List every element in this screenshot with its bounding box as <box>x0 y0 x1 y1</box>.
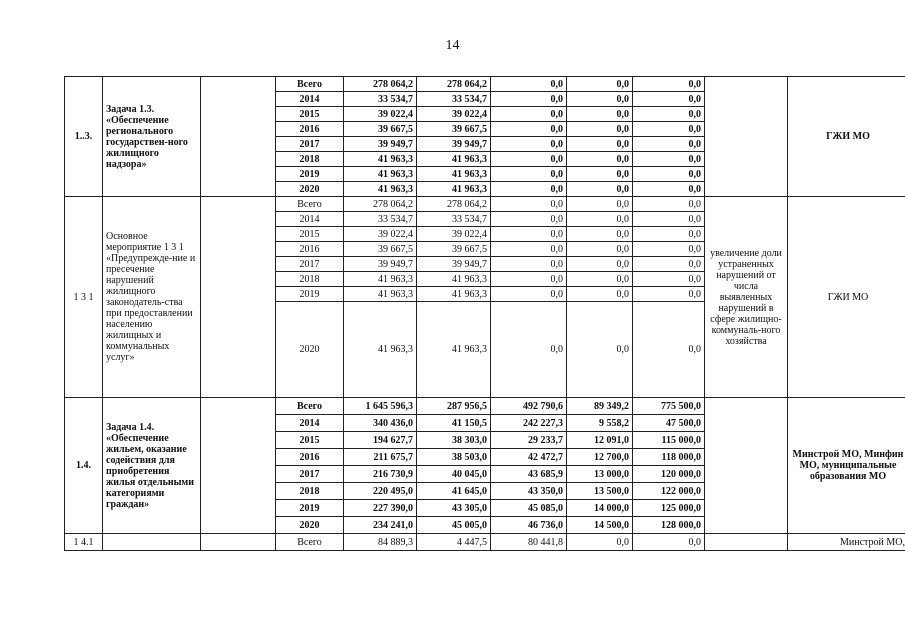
amount-cell: 0,0 <box>567 227 633 242</box>
amount-cell: 0,0 <box>567 257 633 272</box>
amount-cell: 775 500,0 <box>633 398 705 415</box>
amount-cell: 41 963,3 <box>344 287 417 302</box>
amount-cell: 0,0 <box>567 137 633 152</box>
expected-result <box>705 534 788 551</box>
page-number: 14 <box>445 38 460 53</box>
amount-cell: 0,0 <box>633 257 705 272</box>
amount-cell: 0,0 <box>491 242 567 257</box>
amount-cell: 278 064,2 <box>344 197 417 212</box>
amount-cell: 12 700,0 <box>567 449 633 466</box>
amount-cell: 0,0 <box>491 167 567 182</box>
amount-cell: 0,0 <box>633 167 705 182</box>
responsible-executor: Минстрой МО, <box>788 534 905 551</box>
amount-cell: 287 956,5 <box>417 398 491 415</box>
amount-cell: 43 350,0 <box>491 483 567 500</box>
amount-cell: 0,0 <box>633 137 705 152</box>
year-cell: 2017 <box>276 466 344 483</box>
amount-cell: 278 064,2 <box>417 77 491 92</box>
year-cell: 2019 <box>276 500 344 517</box>
amount-cell: 340 436,0 <box>344 415 417 432</box>
amount-cell: 122 000,0 <box>633 483 705 500</box>
year-cell: Всего <box>276 534 344 551</box>
amount-cell: 46 736,0 <box>491 517 567 534</box>
year-cell: 2015 <box>276 227 344 242</box>
amount-cell: 80 441,8 <box>491 534 567 551</box>
amount-cell: 0,0 <box>567 272 633 287</box>
expected-result: увеличение доли устраненных нарушений от числа выявленных нарушений в сфере жилищно-коммуналь-ного хозяйства <box>705 197 788 398</box>
amount-cell: 14 500,0 <box>567 517 633 534</box>
amount-cell: 33 534,7 <box>417 92 491 107</box>
amount-cell: 39 022,4 <box>417 227 491 242</box>
amount-cell: 211 675,7 <box>344 449 417 466</box>
amount-cell: 41 963,3 <box>417 272 491 287</box>
amount-cell: 0,0 <box>633 197 705 212</box>
amount-cell: 0,0 <box>491 212 567 227</box>
amount-cell: 39 022,4 <box>344 227 417 242</box>
amount-cell: 41 150,5 <box>417 415 491 432</box>
amount-cell: 0,0 <box>633 92 705 107</box>
amount-cell: 9 558,2 <box>567 415 633 432</box>
blank-cell <box>201 77 276 197</box>
amount-cell: 39 949,7 <box>417 257 491 272</box>
amount-cell: 39 022,4 <box>344 107 417 122</box>
table-row <box>65 534 905 551</box>
amount-cell: 0,0 <box>633 182 705 197</box>
amount-cell: 0,0 <box>491 92 567 107</box>
year-cell: 2019 <box>276 287 344 302</box>
amount-cell: 0,0 <box>491 107 567 122</box>
amount-cell: 234 241,0 <box>344 517 417 534</box>
amount-cell: 0,0 <box>633 212 705 227</box>
amount-cell: 38 303,0 <box>417 432 491 449</box>
amount-cell: 0,0 <box>491 122 567 137</box>
amount-cell: 13 000,0 <box>567 466 633 483</box>
amount-cell: 0,0 <box>633 287 705 302</box>
year-cell: 2015 <box>276 107 344 122</box>
amount-cell: 45 085,0 <box>491 500 567 517</box>
amount-cell: 0,0 <box>567 287 633 302</box>
year-cell: 2014 <box>276 212 344 227</box>
amount-cell: 13 500,0 <box>567 483 633 500</box>
amount-cell: 33 534,7 <box>344 92 417 107</box>
amount-cell: 0,0 <box>491 182 567 197</box>
amount-cell: 41 963,3 <box>417 182 491 197</box>
amount-cell: 41 963,3 <box>417 302 491 398</box>
year-cell: 2018 <box>276 152 344 167</box>
amount-cell: 242 227,3 <box>491 415 567 432</box>
amount-cell: 40 045,0 <box>417 466 491 483</box>
amount-cell: 41 645,0 <box>417 483 491 500</box>
amount-cell: 0,0 <box>567 182 633 197</box>
amount-cell: 41 963,3 <box>344 182 417 197</box>
amount-cell: 89 349,2 <box>567 398 633 415</box>
amount-cell: 0,0 <box>633 152 705 167</box>
year-cell: 2016 <box>276 449 344 466</box>
responsible-executor: Минстрой МО, Минфин МО, муниципальные образования МО <box>788 398 905 534</box>
expected-result <box>705 77 788 197</box>
amount-cell: 39 667,5 <box>417 242 491 257</box>
year-cell: 2016 <box>276 122 344 137</box>
year-cell: Всего <box>276 77 344 92</box>
year-cell: 2016 <box>276 242 344 257</box>
amount-cell: 39 022,4 <box>417 107 491 122</box>
section-code: 1.4. <box>65 398 103 534</box>
amount-cell: 43 305,0 <box>417 500 491 517</box>
amount-cell: 194 627,7 <box>344 432 417 449</box>
year-cell: 2018 <box>276 483 344 500</box>
amount-cell: 0,0 <box>567 212 633 227</box>
blank-cell <box>201 398 276 534</box>
amount-cell: 41 963,3 <box>344 167 417 182</box>
amount-cell: 45 005,0 <box>417 517 491 534</box>
blank-cell <box>201 534 276 551</box>
amount-cell: 0,0 <box>567 167 633 182</box>
year-cell: 2014 <box>276 415 344 432</box>
amount-cell: 33 534,7 <box>344 212 417 227</box>
amount-cell: 39 667,5 <box>417 122 491 137</box>
amount-cell: 0,0 <box>567 242 633 257</box>
amount-cell: 0,0 <box>567 107 633 122</box>
amount-cell: 115 000,0 <box>633 432 705 449</box>
amount-cell: 0,0 <box>491 302 567 398</box>
amount-cell: 84 889,3 <box>344 534 417 551</box>
amount-cell: 125 000,0 <box>633 500 705 517</box>
amount-cell: 42 472,7 <box>491 449 567 466</box>
amount-cell: 0,0 <box>633 242 705 257</box>
amount-cell: 0,0 <box>491 227 567 242</box>
amount-cell: 38 503,0 <box>417 449 491 466</box>
amount-cell: 39 949,7 <box>417 137 491 152</box>
amount-cell: 0,0 <box>633 227 705 242</box>
amount-cell: 41 963,3 <box>417 152 491 167</box>
amount-cell: 216 730,9 <box>344 466 417 483</box>
amount-cell: 0,0 <box>633 534 705 551</box>
amount-cell: 41 963,3 <box>417 287 491 302</box>
program-table <box>64 76 905 551</box>
amount-cell: 1 645 596,3 <box>344 398 417 415</box>
year-cell: 2020 <box>276 182 344 197</box>
year-cell: Всего <box>276 197 344 212</box>
amount-cell: 0,0 <box>633 77 705 92</box>
amount-cell: 0,0 <box>491 257 567 272</box>
blank-cell <box>201 197 276 398</box>
year-cell: 2020 <box>276 517 344 534</box>
amount-cell: 0,0 <box>567 92 633 107</box>
section-name: Основное мероприятие 1 3 1 «Предупрежде-ние и пресечение нарушений жилищного законодатель-ства при предоставлении населению жилищных и коммунальных услуг» <box>103 197 201 398</box>
section-code: 1 3 1 <box>65 197 103 398</box>
year-cell: 2014 <box>276 92 344 107</box>
section-name: Задача 1.4. «Обеспечение жильем, оказание содействия для приобретения жилья отдельными категориями граждан» <box>103 398 201 534</box>
amount-cell: 0,0 <box>633 122 705 137</box>
responsible-executor: ГЖИ МО <box>788 77 905 197</box>
amount-cell: 118 000,0 <box>633 449 705 466</box>
amount-cell: 0,0 <box>633 272 705 287</box>
amount-cell: 220 495,0 <box>344 483 417 500</box>
amount-cell: 41 963,3 <box>344 302 417 398</box>
amount-cell: 0,0 <box>633 107 705 122</box>
year-cell: Всего <box>276 398 344 415</box>
amount-cell: 0,0 <box>567 122 633 137</box>
amount-cell: 41 963,3 <box>417 167 491 182</box>
amount-cell: 0,0 <box>633 302 705 398</box>
amount-cell: 0,0 <box>567 152 633 167</box>
year-cell: 2020 <box>276 302 344 398</box>
section-code: 1..3. <box>65 77 103 197</box>
amount-cell: 43 685,9 <box>491 466 567 483</box>
amount-cell: 0,0 <box>491 152 567 167</box>
amount-cell: 0,0 <box>567 302 633 398</box>
section-name: Задача 1.3. «Обеспечение регионального государствен-ного жилищного надзора» <box>103 77 201 197</box>
amount-cell: 120 000,0 <box>633 466 705 483</box>
amount-cell: 41 963,3 <box>344 152 417 167</box>
amount-cell: 0,0 <box>491 137 567 152</box>
table-row <box>65 77 905 92</box>
amount-cell: 41 963,3 <box>344 272 417 287</box>
amount-cell: 0,0 <box>491 272 567 287</box>
amount-cell: 0,0 <box>567 77 633 92</box>
section-code: 1 4.1 <box>65 534 103 551</box>
amount-cell: 128 000,0 <box>633 517 705 534</box>
amount-cell: 29 233,7 <box>491 432 567 449</box>
amount-cell: 278 064,2 <box>417 197 491 212</box>
amount-cell: 4 447,5 <box>417 534 491 551</box>
amount-cell: 39 949,7 <box>344 257 417 272</box>
amount-cell: 0,0 <box>491 287 567 302</box>
amount-cell: 39 949,7 <box>344 137 417 152</box>
section-name <box>103 534 201 551</box>
amount-cell: 39 667,5 <box>344 122 417 137</box>
table-row <box>65 197 905 212</box>
year-cell: 2017 <box>276 137 344 152</box>
amount-cell: 39 667,5 <box>344 242 417 257</box>
responsible-executor: ГЖИ МО <box>788 197 905 398</box>
amount-cell: 0,0 <box>567 534 633 551</box>
amount-cell: 278 064,2 <box>344 77 417 92</box>
year-cell: 2018 <box>276 272 344 287</box>
amount-cell: 227 390,0 <box>344 500 417 517</box>
amount-cell: 47 500,0 <box>633 415 705 432</box>
amount-cell: 492 790,6 <box>491 398 567 415</box>
year-cell: 2019 <box>276 167 344 182</box>
amount-cell: 0,0 <box>491 77 567 92</box>
expected-result <box>705 398 788 534</box>
year-cell: 2015 <box>276 432 344 449</box>
table-row <box>65 398 905 415</box>
amount-cell: 12 091,0 <box>567 432 633 449</box>
amount-cell: 14 000,0 <box>567 500 633 517</box>
amount-cell: 0,0 <box>567 197 633 212</box>
amount-cell: 33 534,7 <box>417 212 491 227</box>
year-cell: 2017 <box>276 257 344 272</box>
amount-cell: 0,0 <box>491 197 567 212</box>
